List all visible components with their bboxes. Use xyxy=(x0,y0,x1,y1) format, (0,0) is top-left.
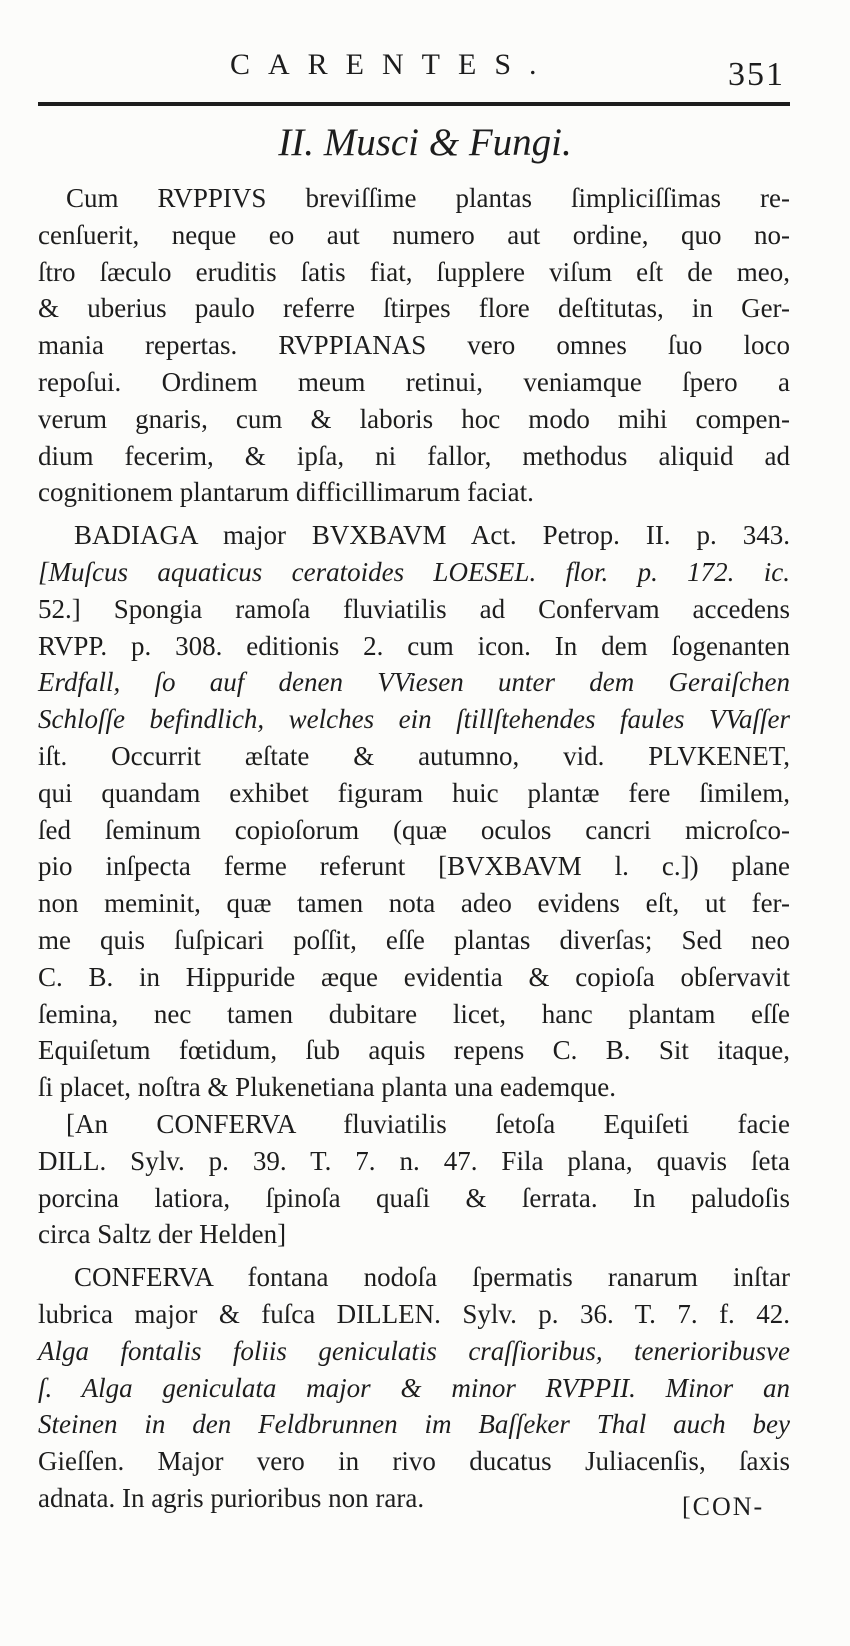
text-line: ſi placet, noſtra & Plukenetiana planta una eademque. xyxy=(38,1072,617,1103)
text-line: RVPP. p. 308. editionis 2. cum icon. In dem ſogenanten xyxy=(38,630,790,661)
text-line: repoſui. Ordinem meum retinui, veniamque ſpero a xyxy=(38,366,790,397)
text-line: BADIAGA major BVXBAVM Act. Petrop. II. p. 343. xyxy=(74,520,790,551)
text-line: cognitionem plantarum difficillimarum faciat. xyxy=(38,477,534,508)
text-line: pio inſpecta ferme referunt [BVXBAVM l. c.]) plane xyxy=(38,851,790,882)
text-line: ſ. Alga geniculata major & minor RVPPII. Minor an xyxy=(38,1372,790,1403)
text-line: non meminit, quæ tamen nota adeo evidens eſt, ut fer- xyxy=(38,888,790,919)
text-line: Cum RVPPIVS breviſſime plantas ſimpliciſſimas re- xyxy=(66,183,790,213)
text-line: qui quandam exhibet figuram huic plantæ fere ſimilem, xyxy=(38,777,790,808)
text-line: [Muſcus aquaticus ceratoides LOESEL. flor. p. 172. ic. xyxy=(38,556,790,587)
text-line: porcina latiora, ſpinoſa quaſi & ſerrata. In paludoſis xyxy=(38,1182,790,1213)
text-line: Equiſetum fœtidum, ſub aquis repens C. B. Sit itaque, xyxy=(38,1035,790,1066)
text-line: ſtro ſæculo eruditis ſatis fiat, ſupplere viſum eſt de meo, xyxy=(38,256,790,287)
text-line: adnata. In agris purioribus non rara. xyxy=(38,1482,425,1513)
text-line: ſed ſeminum copioſorum (quæ oculos cancri microſco- xyxy=(38,814,790,845)
text-line: Erdfall, ſo auf denen VViesen unter dem Geraiſchen xyxy=(38,667,790,698)
text-line: CONFERVA fontana nodoſa ſpermatis ranarum inſtar xyxy=(74,1262,790,1293)
text-line: [An CONFERVA fluviatilis ſetoſa Equiſeti facie xyxy=(66,1108,790,1139)
text-line: Steinen in den Feldbrunnen im Baſſeker Thal auch bey xyxy=(38,1409,790,1440)
text-line: Gieſſen. Major vero in rivo ducatus Juliacenſis, ſaxis xyxy=(38,1446,790,1477)
text-line: C. B. in Hippuride æque evidentia & copioſa obſervavit xyxy=(38,961,790,992)
text-line: cenſuerit, neque eo aut numero aut ordine, quo no- xyxy=(38,219,790,250)
text-line: ſemina, nec tamen dubitare licet, hanc plantam eſſe xyxy=(38,998,790,1029)
text-line: mania repertas. RVPPIANAS vero omnes ſuo loco xyxy=(38,330,790,361)
section-title: II. Musci & Fungi. xyxy=(278,121,572,164)
text-line: & uberius paulo referre ſtirpes flore deſtitutas, in Ger- xyxy=(38,293,790,324)
text-line: me quis ſuſpicari poſſit, eſſe plantas diverſas; Sed neo xyxy=(38,924,790,955)
text-line: lubrica major & fuſca DILLEN. Sylv. p. 36. T. 7. f. 42. xyxy=(38,1298,790,1329)
text-line: DILL. Sylv. p. 39. T. 7. n. 47. Fila plana, quavis ſeta xyxy=(38,1145,790,1176)
text-line: circa Saltz der Helden] xyxy=(38,1219,287,1250)
text-line: Schloſſe befindlich, welches ein ſtillſtehendes faules VVaſſer xyxy=(38,704,790,735)
text-line: dium fecerim, & ipſa, ni fallor, methodus aliquid ad xyxy=(38,440,790,471)
catchword: [CON- xyxy=(682,1492,765,1521)
running-head: CARENTES. xyxy=(230,48,555,81)
text-line: Alga fontalis foliis geniculatis craſſioribus, tenerioribusve xyxy=(38,1335,790,1366)
body-text xyxy=(38,180,790,1517)
header-rule xyxy=(38,102,790,106)
page-number: 351 xyxy=(728,56,785,93)
text-line: 52.] Spongia ramoſa fluviatilis ad Confervam accedens xyxy=(38,593,790,624)
text-line: verum gnaris, cum & laboris hoc modo mihi compen- xyxy=(38,403,790,434)
text-line: iſt. Occurrit æſtate & autumno, vid. PLVKENET, xyxy=(38,740,790,771)
